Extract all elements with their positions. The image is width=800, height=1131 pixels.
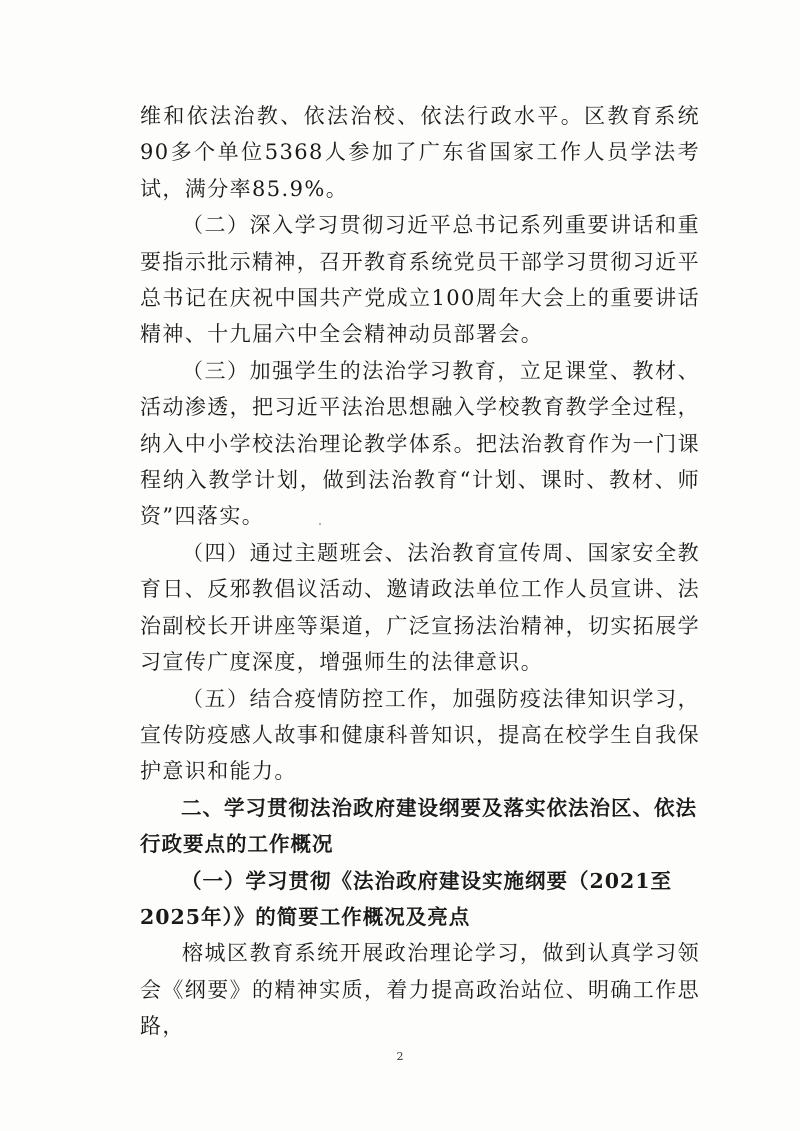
section-heading: 二、学习贯彻法治政府建设纲要及落实依法治区、依法行政要点的工作概况 [140, 795, 697, 857]
paragraph-body: 榕城区教育系统开展政治理论学习，做到认真学习领会《纲要》的精神实质，着力提高政治站位、明确工作思路， [140, 941, 700, 1039]
page-number: 2 [396, 1050, 404, 1063]
scan-speck [319, 523, 321, 525]
document-body [140, 98, 700, 1045]
paragraph-item-3: （三）加强学生的法治学习教育，立足课堂、教材、活动渗透，把习近平法治思想融入学校教育教学全过程，纳入中小学校法治理论教学体系。把法治教育作为一门课程纳入教学计划，做到法治教育“计划、课时、教材、师资”四落实。 [140, 358, 700, 529]
paragraph-item-2: （二）深入学习贯彻习近平总书记系列重要讲话和重要指示批示精神，召开教育系统党员干部学习贯彻习近平总书记在庆祝中国共产党成立100周年大会上的重要讲话精神、十九届六中全会精神动员部署会。 [140, 213, 700, 347]
paragraph-item-4: （四）通过主题班会、法治教育宣传周、国家安全教育日、反邪教倡议活动、邀请政法单位工作人员宣讲、法治副校长开讲座等渠道，广泛宣扬法治精神，切实拓展学习宣传广度深度，增强师生的法律意识。 [140, 540, 700, 675]
subsection-heading: （一）学习贯彻《法治政府建设实施纲要（2021至2025年）》的简要工作概况及亮点 [140, 868, 673, 929]
paragraph-continued: 维和依法治教、依法治校、依法行政水平。区教育系统90多个单位5368人参加了广东省国家工作人员学法考试，满分率85.9%。 [140, 104, 700, 201]
paragraph-item-5: （五）结合疫情防控工作，加强防疫法律知识学习，宣传防疫感人故事和健康科普知识，提高在校学生自我保护意识和能力。 [140, 686, 700, 784]
